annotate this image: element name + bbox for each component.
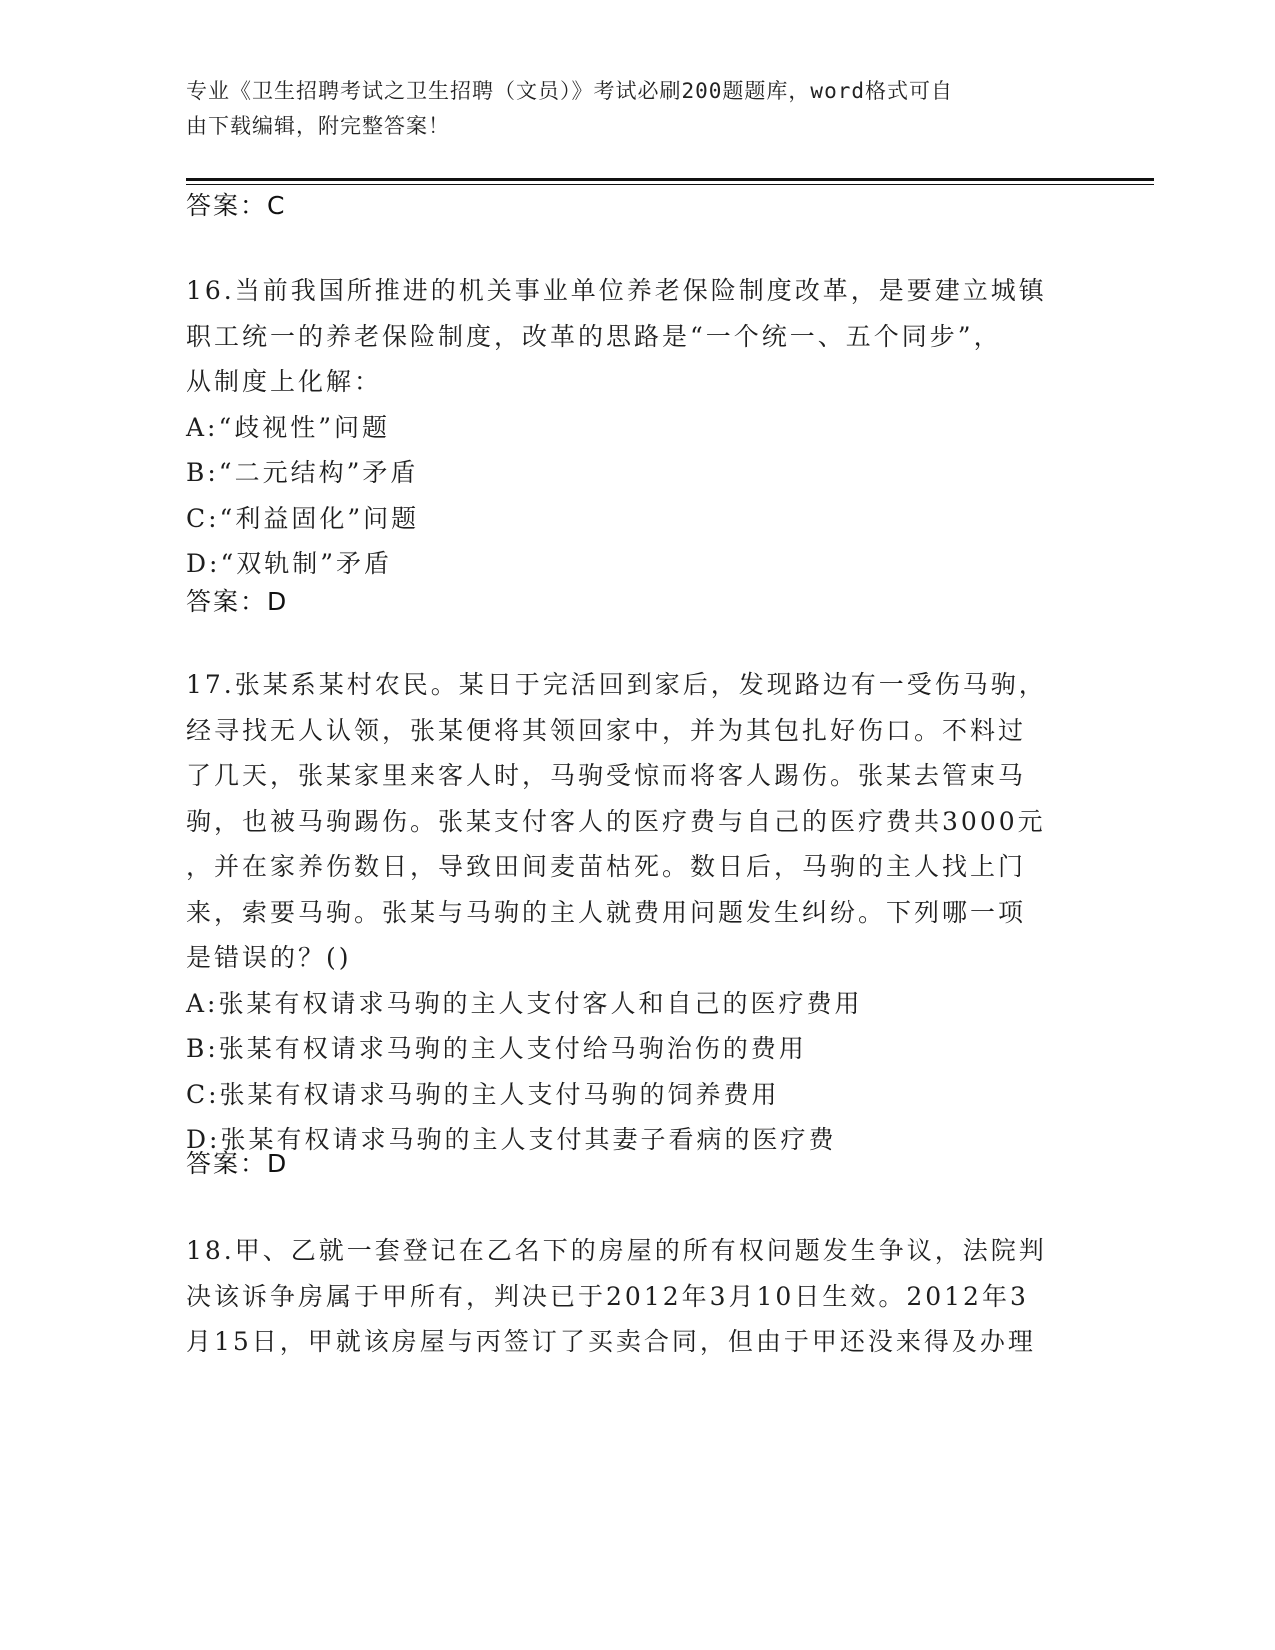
option-c: C:张某有权请求马驹的主人支付马驹的饲养费用 — [186, 1079, 780, 1109]
question-text-line: 经寻找无人认领，张某便将其领回家中，并为其包扎好伤口。不料过 — [186, 715, 1027, 745]
answer-line: 答案：D — [186, 1149, 289, 1178]
question-text-line: 从制度上化解： — [186, 367, 383, 396]
question-text-line: 了几天，张某家里来客人时，马驹受惊而将客人踢伤。张某去管束马 — [186, 761, 1027, 790]
question-text-line: 来，索要马驹。张某与马驹的主人就费用问题发生纠纷。下列哪一项 — [186, 897, 1027, 927]
question-text-line: 是错误的？() — [186, 943, 352, 972]
page-header — [186, 74, 1066, 144]
question-text-line: 决该诉争房属于甲所有，判决已于2012年3月10日生效。2012年3 — [186, 1281, 1029, 1311]
question-text-line: 18.甲、乙就一套登记在乙名下的房屋的所有权问题发生争议，法院判 — [186, 1236, 1047, 1265]
option-a: A:“歧视性”问题 — [186, 412, 391, 442]
question-text-line: 16.当前我国所推进的机关事业单位养老保险制度改革，是要建立城镇 — [186, 276, 1047, 305]
header-rule-thick — [186, 178, 1154, 181]
option-b: B:“二元结构”矛盾 — [186, 458, 419, 487]
header-line: 由下载编辑，附完整答案！ — [186, 114, 450, 138]
header-line: 专业《卫生招聘考试之卫生招聘（文员）》考试必刷200题题库，word格式可自 — [186, 79, 953, 103]
question-text-line: 职工统一的养老保险制度，改革的思路是“一个统一、五个同步”， — [186, 321, 1002, 351]
question-text-line: ，并在家养伤数日，导致田间麦苗枯死。数日后，马驹的主人找上门 — [186, 852, 1027, 881]
option-a: A:张某有权请求马驹的主人支付客人和自己的医疗费用 — [186, 988, 863, 1018]
answer-line: 答案：C — [186, 191, 287, 220]
question-17 — [186, 662, 1086, 1163]
option-d: D:张某有权请求马驹的主人支付其妻子看病的医疗费 — [186, 1125, 837, 1154]
question-text-line: 17.张某系某村农民。某日于完活回到家后，发现路边有一受伤马驹， — [186, 670, 1047, 699]
question-16 — [186, 268, 1086, 587]
option-b: B:张某有权请求马驹的主人支付给马驹治伤的费用 — [186, 1034, 807, 1063]
option-d: D:“双轨制”矛盾 — [186, 549, 393, 578]
option-c: C:“利益固化”问题 — [186, 503, 420, 533]
question-18 — [186, 1228, 1086, 1365]
question-text-line: 月15日，甲就该房屋与丙签订了买卖合同，但由于甲还没来得及办理 — [186, 1327, 1036, 1356]
answer-line: 答案：D — [186, 587, 289, 616]
header-rule-thin — [186, 184, 1154, 185]
question-text-line: 驹，也被马驹踢伤。张某支付客人的医疗费与自己的医疗费共3000元 — [186, 806, 1046, 836]
